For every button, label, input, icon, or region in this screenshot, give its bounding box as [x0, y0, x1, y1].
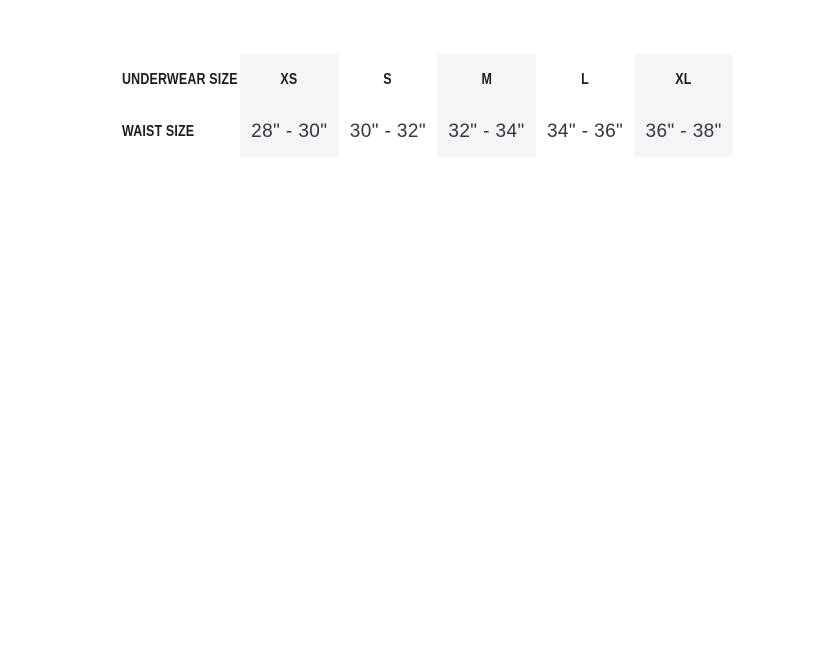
size-header-m: M [481, 71, 492, 88]
size-header-xs: XS [280, 71, 298, 88]
waist-range-xl: 36" - 38" [645, 120, 722, 142]
waist-range-l: 34" - 36" [546, 120, 624, 142]
waist-size-label: WAIST SIZE [122, 122, 195, 140]
size-column-m [437, 54, 536, 157]
waist-range-m: 32" - 34" [448, 120, 525, 142]
size-header-cell-xl [634, 54, 733, 106]
size-column-l [536, 54, 635, 157]
size-header-s: S [383, 71, 393, 88]
waist-range-s: 30" - 32" [349, 120, 427, 142]
size-column-xl [634, 54, 733, 157]
size-chart-table [122, 54, 733, 157]
size-header-xl: XL [675, 71, 692, 88]
size-header-cell-s [339, 54, 438, 106]
row-labels-column [122, 54, 240, 157]
size-column-xs [240, 54, 339, 157]
waist-value-cell-xl [634, 106, 733, 157]
underwear-size-label: UNDERWEAR SIZE [122, 71, 238, 88]
waist-value-cell-xs [240, 106, 339, 157]
waist-value-cell-m [437, 106, 536, 157]
waist-value-cell-l [536, 106, 635, 157]
size-header-cell-l [536, 54, 635, 106]
size-header-l: L [581, 71, 589, 88]
size-column-s [339, 54, 438, 157]
row-label-waist-size [122, 106, 240, 157]
waist-value-cell-s [339, 106, 438, 157]
size-header-cell-m [437, 54, 536, 106]
row-label-underwear-size [122, 54, 240, 106]
waist-range-xs: 28" - 30" [251, 120, 328, 142]
size-header-cell-xs [240, 54, 339, 106]
